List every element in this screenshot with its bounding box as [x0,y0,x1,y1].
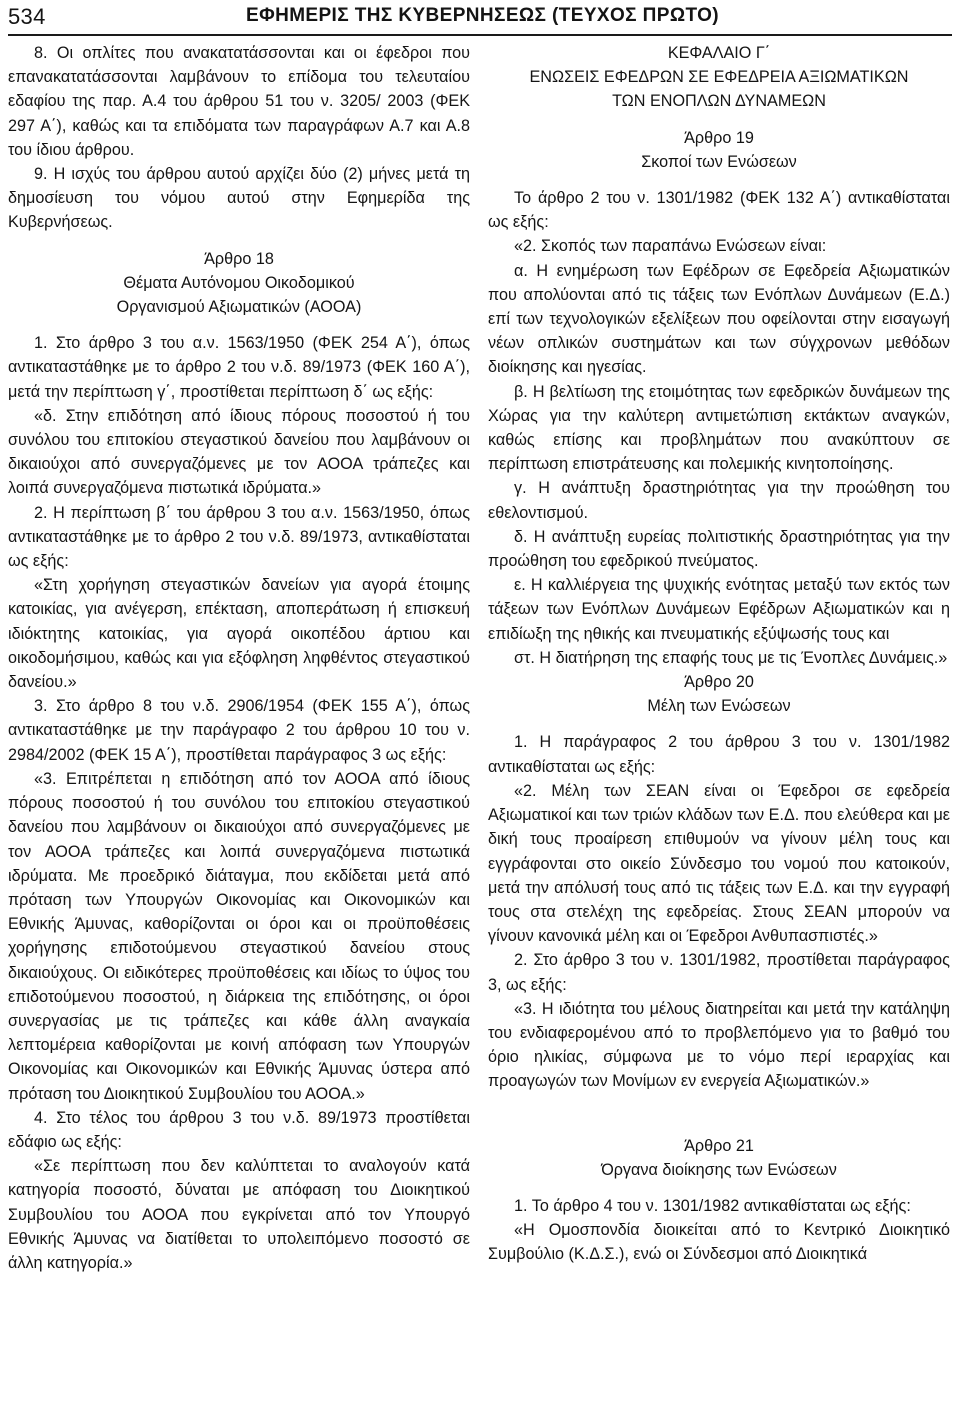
chapter-subtitle-line-1: ΕΝΩΣΕΙΣ ΕΦΕΔΡΩΝ ΣΕ ΕΦΕΔΡΕΙΑ ΑΞΙΩΜΑΤΙΚΩΝ [529,68,909,87]
article-19-item-st: στ. Η διατήρηση της επαφής τους με τις Ένοπλες Δυνάμεις.» [514,648,948,667]
page-number: 534 [8,4,46,29]
paragraph-8: 8. Οι οπλίτες που ανακατατάσσονται και οι έφεδροι που επανακατατάσσονται λαμβάνουν το επίδομα του τελευταίου εδαφίου της παρ. Α.4 του άρθρου 51 του ν. 3205/ 2003 (ΦΕΚ 297 Α΄), καθώς και τα επιδόματα των παραγράφων Α.7 και Α.8 του ίδιου άρθρου. [8,44,470,159]
article-18-paragraph-4-quote: «Σε περίπτωση που δεν καλύπτεται το αναλογούν κατά κατηγορία ποσοστό, δύναται με απόφαση του Διοικητικού Συμβουλίου του ΑΟΟΑ που εγκρίνεται από τον Υπουργό Εθνικής Άμυνας να διατίθεται το υπολειπόμενο ποσοστό σε άλλη κατηγορία.» [8,1157,470,1272]
article-18-paragraph-2-quote: «Στη χορήγηση στεγαστικών δανείων για αγορά έτοιμης κατοικίας, για ανέγερση, επέκταση, αποπεράτωση ή επισκευή ιδιόκτητης κατοικίας, για αγορά οικοπέδου άρτιου και οικοδομήσιμου, καθώς και για εξόφληση ληφθέντος στεγαστικού δανείου.» [8,576,470,692]
paragraph-9: 9. Η ισχύς του άρθρου αυτού αρχίζει δύο (2) μήνες μετά τη δημοσίευση του νόμου αυτού στην Εφημερίδα της Κυβερνήσεως. [8,165,470,232]
article-18-paragraph-1-quote: «δ. Στην επιδότηση από ίδιους πόρους ποσοστού ή του συνόλου του επιτοκίου στεγαστικού δανείου που λαμβάνουν οι δικαιούχοι από συνεργαζόμενες με τον ΑΟΟΑ τράπεζες και λοιπά συνεργαζόμενα πιστωτικά ιδρύματα.» [8,406,470,498]
article-21-subtitle: Όργανα διοίκησης των Ενώσεων [601,1160,837,1179]
article-20-subtitle: Μέλη των Ενώσεων [647,697,791,716]
article-18-subtitle-line-1: Θέματα Αυτόνομου Οικοδομικού [123,273,355,292]
article-18-paragraph-4: 4. Στο τέλος του άρθρου 3 του ν.δ. 89/1973 προστίθεται εδάφιο ως εξής: [8,1108,470,1151]
article-18-paragraph-3: 3. Στο άρθρο 8 του ν.δ. 2906/1954 (ΦΕΚ 155 Α΄), όπως αντικαταστάθηκε με την παράγραφο 2 του άρθρου 10 του ν. 2984/2002 (ΦΕΚ 15 Α΄), προστίθεται παράγραφος 3 ως εξής: [8,697,470,764]
article-19-item-g: γ. Η ανάπτυξη δραστηριότητας για την προώθηση του εθελοντισμού. [488,479,950,522]
chapter-subtitle-line-2: ΤΩΝ ΕΝΟΠΛΩΝ ΔΥΝΑΜΕΩΝ [612,92,826,111]
article-19-title: Άρθρο 19 [684,128,754,147]
article-20-paragraph-2-quote: «3. Η ιδιότητα του μέλους διατηρείται και μετά την κατάληψη του ενδιαφερομένου από το προβλεπόμενο για το βαθμό του όριο ηλικίας, σύμφωνα με το νόμο περί ιεραρχίας και προαγωγών των Μονίμων εν ενεργεία Αξιωματικών.» [488,999,950,1091]
header-rule [8,34,952,36]
article-19-item-d: δ. Η ανάπτυξη ευρείας πολιτιστικής δραστηριότητας για την προώθηση του εφεδρικού πνεύματος. [488,527,950,571]
article-21-title: Άρθρο 21 [684,1136,754,1155]
article-18-subtitle-line-2: Οργανισμού Αξιωματικών (ΑΟΟΑ) [116,298,362,317]
article-19-item-b: β. Η βελτίωση της ετοιμότητας των εφεδρικών δυνάμεων της Χώρας για την καλύτερη αντιμετώπιση εκτάκτων αναγκών, καθώς επίσης και προβλημάτων που ανακύπτουν σε περίπτωση επιστράτευσης και πολεμικής κινητοποίησης. [488,382,950,474]
article-19-item-e: ε. Η καλλιέργεια της ψυχικής ενότητας μεταξύ των εκτός των τάξεων των Ενόπλων Δυνάμεων Εφέδρων Αξιωματικών και η επιδίωξη της ηθικής και πνευματικής εξύψωσής τους και [488,576,950,643]
article-20-paragraph-1: 1. Η παράγραφος 2 του άρθρου 3 του ν. 1301/1982 αντικαθίσταται ως εξής: [488,733,950,776]
article-18-paragraph-2: 2. Η περίπτωση β΄ του άρθρου 3 του α.ν. 1563/1950, όπως αντικαταστάθηκε με το άρθρο 2 του ν.δ. 89/1973, αντικαθίσταται ως εξής: [8,503,470,571]
article-19-paragraph-2: «2. Σκοπός των παραπάνω Ενώσεων είναι: [514,237,827,256]
article-21-paragraph-1-quote: «Η Ομοσπονδία διοικείται από το Κεντρικό Διοικητικό Συμβούλιο (Κ.Δ.Σ.), ενώ οι Σύνδεσμοι από Διοικητικά [488,1221,950,1264]
page-header [8,0,952,36]
article-20-title: Άρθρο 20 [684,673,754,692]
article-19-intro: Το άρθρο 2 του ν. 1301/1982 (ΦΕΚ 132 Α΄) αντικαθίσταται ως εξής: [488,189,950,232]
right-column [488,41,950,1267]
left-column [8,41,470,1275]
article-19-item-a: α. Η ενημέρωση των Εφέδρων σε Εφεδρεία Αξιωματικών που απολύονται από τις τάξεις των Ενόπλων Δυνάμεων (Ε.Δ.) επί των τεχνολογικών εξελίξεων που οφείλονται στην εισαγωγή νέων οπλικών συστημάτων και των σύγχρονων μεθόδων διοίκησης και ηγεσίας. [488,261,950,377]
article-18-title: Άρθρο 18 [204,249,274,268]
article-18-paragraph-1: 1. Στο άρθρο 3 του α.ν. 1563/1950 (ΦΕΚ 254 Α΄), όπως αντικαταστάθηκε με το άρθρο 2 του ν.δ. 89/1973 (ΦΕΚ 160 Α΄), μετά την περίπτωση γ΄, προστίθεται περίπτωση δ΄ ως εξής: [8,334,470,401]
article-20-paragraph-1-quote: «2. Μέλη των ΣΕΑΝ είναι οι Έφεδροι σε εφεδρεία Αξιωματικοί και των τριών κλάδων των Ε.Δ. που ελεύθερα και με δική τους προαίρεση επιθυμούν να γίνουν μέλη τους και εγγράφονται στο οικείο Σύνδεσμο του νομού που κατοικούν, μετά την απόλυσή τους από τις τάξεις των Ε.Δ. και την εγγραφή τους στα στελέχη της εφεδρείας. Στους ΣΕΑΝ μπορούν να γίνουν κανονικά μέλη και οι Έφεδροι Ανθυπασπιστές.» [488,781,950,946]
gazette-title: ΕΦΗΜΕΡΙΣ ΤΗΣ ΚΥΒΕΡΝΗΣΕΩΣ (ΤΕΥΧΟΣ ΠΡΩΤΟ) [246,5,720,26]
chapter-title: ΚΕΦΑΛΑΙΟ Γ΄ [667,44,771,62]
article-18-paragraph-3-quote: «3. Επιτρέπεται η επιδότηση από τον ΑΟΟΑ από ίδιους πόρους ποσοστού ή του συνόλου του επιτοκίου στεγαστικού δανείου που λαμβάνουν οι δικαιούχοι από συνεργαζόμενες με τον ΑΟΟΑ τράπεζες και λοιπά συνεργαζόμενα πιστωτικά ιδρύματα. Με προεδρικό διάταγμα, που εκδίδεται μετά από πρόταση των Υπουργών Οικονομίας και Οικονομικών και Εθνικής Άμυνας, καθορίζονται οι όροι και οι προϋποθέσεις χορήγησης επιδοτούμενου στεγαστικού δανείου στους δικαιούχους. Οι ειδικότερες προϋποθέσεις και ιδίως το ύψος του επιδοτούμενου ποσοστού, η διάρκεια της επιδότησης, οι όροι συνεργασίας με τις τράπεζες και κάθε άλλη αναγκαία λεπτομέρεια καθορίζονται με κοινή απόφαση των Υπουργών Οικονομίας και Οικονομικών και Εθνικής Άμυνας ύστερα από πρόταση του Διοικητικού Συμβουλίου του ΑΟΟΑ.» [8,769,470,1103]
article-19-subtitle: Σκοποί των Ενώσεων [641,152,797,171]
article-21-paragraph-1: 1. Το άρθρο 4 του ν. 1301/1982 αντικαθίσταται ως εξής: [514,1196,911,1215]
article-20-paragraph-2: 2. Στο άρθρο 3 του ν. 1301/1982, προστίθεται παράγραφος 3, ως εξής: [488,951,950,994]
